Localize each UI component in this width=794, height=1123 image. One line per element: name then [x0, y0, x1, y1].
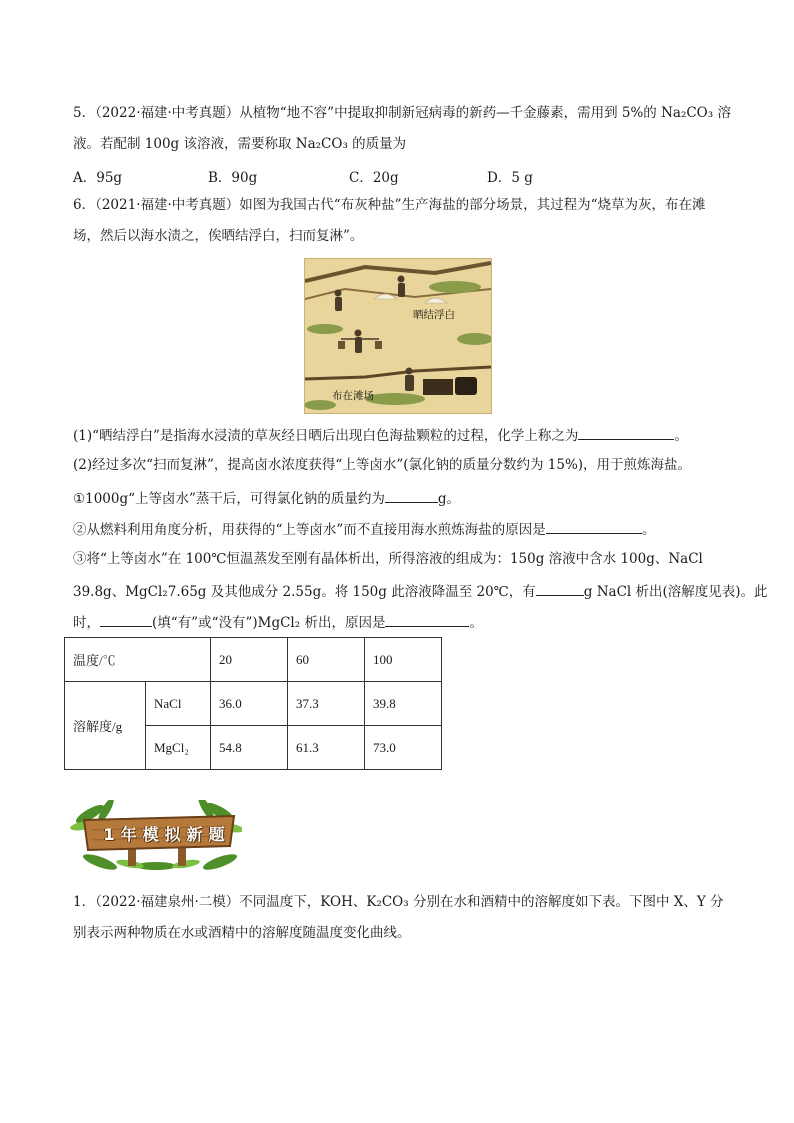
- q6-part-6: [73, 581, 768, 601]
- q5-line-2: 液。若配制 100g 该溶液，需要称取 Na₂CO₃ 的质量为: [73, 136, 407, 152]
- table-temp-cell: 20: [211, 638, 288, 682]
- table-value-cell: 54.8: [211, 726, 288, 770]
- table-value-cell: 36.0: [211, 682, 288, 726]
- answer-blank-3[interactable]: [546, 519, 642, 534]
- q6-line-2: 场，然后以海水渍之，俟晒结浮白，扫而复淋”。: [73, 228, 364, 244]
- answer-blank-1[interactable]: [578, 425, 674, 440]
- table-substance-cell: NaCl: [146, 682, 211, 726]
- q5-option-d: D．5 g: [487, 170, 533, 186]
- table-value-cell: 39.8: [365, 682, 442, 726]
- q6-part-3-text: ①1000g“上等卤水”蒸干后，可得氯化钠的质量约为: [73, 491, 385, 507]
- q6-part-2: (2)经过多次“扫而复淋”，提高卤水浓度获得“上等卤水”(氯化钠的质量分数约为 15%)，用于煎炼海盐。: [73, 457, 692, 473]
- q6-part-1-text: (1)“晒结浮白”是指海水浸渍的草灰经日晒后出现白色海盐颗粒的过程，化学上称之为: [73, 428, 579, 444]
- q6-part-3-end: g。: [437, 491, 461, 507]
- q6-line-1: 6．（2021·福建·中考真题）如图为我国古代“布灰种盐”生产海盐的部分场景，其过程为“烧草为灰，布在滩: [73, 197, 706, 213]
- q5-option-b: B．90g: [208, 170, 258, 186]
- answer-blank-6[interactable]: [385, 612, 469, 627]
- q6-part-4-end: 。: [641, 522, 656, 538]
- table-temp-cell: 100: [365, 638, 442, 682]
- table-substance-cell: MgCl₂: [146, 726, 211, 770]
- q6-part-4-text: ②从燃料利用角度分析，用获得的“上等卤水”而不直接用海水煎炼海盐的原因是: [73, 522, 546, 538]
- q6-part-5: ③将“上等卤水”在 100℃恒温蒸发至刚有晶体析出，所得溶液的组成为：150g 溶液中含水 100g、NaCl: [73, 551, 703, 567]
- q6-part-1: [73, 425, 688, 445]
- q6-part-7: [73, 612, 483, 632]
- image-label-shaijiefubai: 晒结浮白: [413, 309, 455, 321]
- answer-blank-4[interactable]: [536, 581, 584, 596]
- q6-part-7-end: 。: [469, 615, 483, 631]
- table-value-cell: 73.0: [365, 726, 442, 770]
- q5-line-1: 5．（2022·福建·中考真题）从植物“地不容”中提取抑制新冠病毒的新药—千金藤素，需用到 5%的 Na₂CO₃ 溶: [73, 105, 731, 121]
- table-value-cell: 37.3: [288, 682, 365, 726]
- q6-part-7-mid: (填“有”或“没有”)MgCl₂ 析出，原因是: [152, 615, 386, 631]
- section-banner-title: 1年模拟新题: [103, 825, 231, 844]
- salt-making-illustration: [304, 258, 492, 414]
- q6-part-6-end: g NaCl 析出(溶解度见表)。此: [583, 584, 768, 600]
- answer-blank-5[interactable]: [100, 612, 152, 627]
- q1-line-2: 别表示两种物质在水或酒精中的溶解度随温度变化曲线。: [73, 925, 411, 941]
- table-row: [65, 682, 442, 726]
- q5-option-c: C．20g: [349, 170, 399, 186]
- q6-part-6-text: 39.8g、MgCl₂7.65g 及其他成分 2.55g。将 150g 此溶液降温至 20℃，有: [73, 584, 536, 600]
- table-header-row: [65, 638, 442, 682]
- q6-part-7-text: 时，: [73, 615, 100, 631]
- table-temp-cell: 60: [288, 638, 365, 682]
- table-group-label: 溶解度/g: [65, 682, 146, 770]
- image-label-buzaitanchang: 布在滩场: [332, 390, 374, 402]
- q1-line-1: 1．（2022·福建泉州·二模）不同温度下，KOH、K₂CO₃ 分别在水和酒精中的溶解度如下表。下图中 X、Y 分: [73, 894, 724, 910]
- q5-option-a: A．95g: [73, 170, 123, 186]
- table-header-label: 温度/℃: [65, 638, 211, 682]
- q6-part-1-end: 。: [674, 428, 688, 444]
- solubility-table: [64, 637, 442, 770]
- q6-part-4: [73, 519, 655, 539]
- q6-part-3: [73, 488, 460, 508]
- table-value-cell: 61.3: [288, 726, 365, 770]
- answer-blank-2[interactable]: [385, 488, 438, 503]
